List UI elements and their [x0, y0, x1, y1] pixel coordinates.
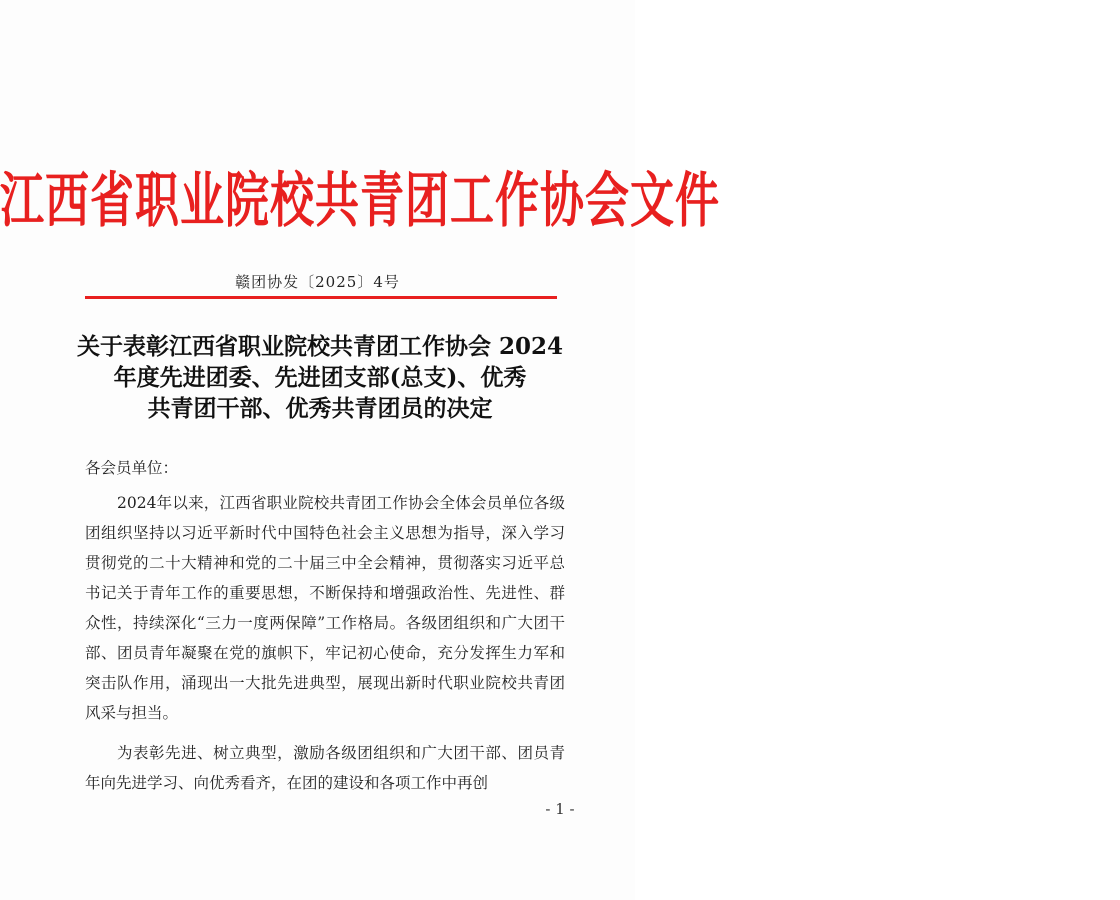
document-body: [85, 454, 565, 798]
body-paragraph-2: 为表彰先进、树立典型，激励各级团组织和广大团干部、团员青年向先进学习、向优秀看齐，在团的建设和各项工作中再创: [85, 744, 565, 792]
decision-title-line-1: 关于表彰江西省职业院校共青团工作协会 2024: [76, 333, 564, 360]
issuer-header: 江西省职业院校共青团工作协会文件: [0, 166, 720, 236]
document-number: 赣团协发〔2025〕4号: [235, 273, 400, 291]
decision-title: [70, 331, 570, 424]
page-number: - 1 -: [545, 800, 575, 818]
salutation: 各会员单位：: [85, 459, 179, 477]
red-divider-rule: [85, 296, 557, 299]
decision-title-line-2: 年度先进团委、先进团支部(总支)、优秀: [113, 364, 527, 391]
body-paragraph-1: 2024年以来，江西省职业院校共青团工作协会全体会员单位各级团组织坚持以习近平新时代中国特色社会主义思想为指导，深入学习贯彻党的二十大精神和党的二十届三中全会精神，贯彻落实习近平总书记关于青年工作的重要思想，不断保持和增强政治性、先进性、群众性，持续深化“三力一度两保障”工作格局。各级团组织和广大团干部、团员青年凝聚在党的旗帜下，牢记初心使命，充分发挥生力军和突击队作用，涌现出一大批先进典型，展现出新时代职业院校共青团风采与担当。: [85, 494, 565, 722]
decision-title-line-3: 共青团干部、优秀共青团员的决定: [147, 395, 493, 422]
